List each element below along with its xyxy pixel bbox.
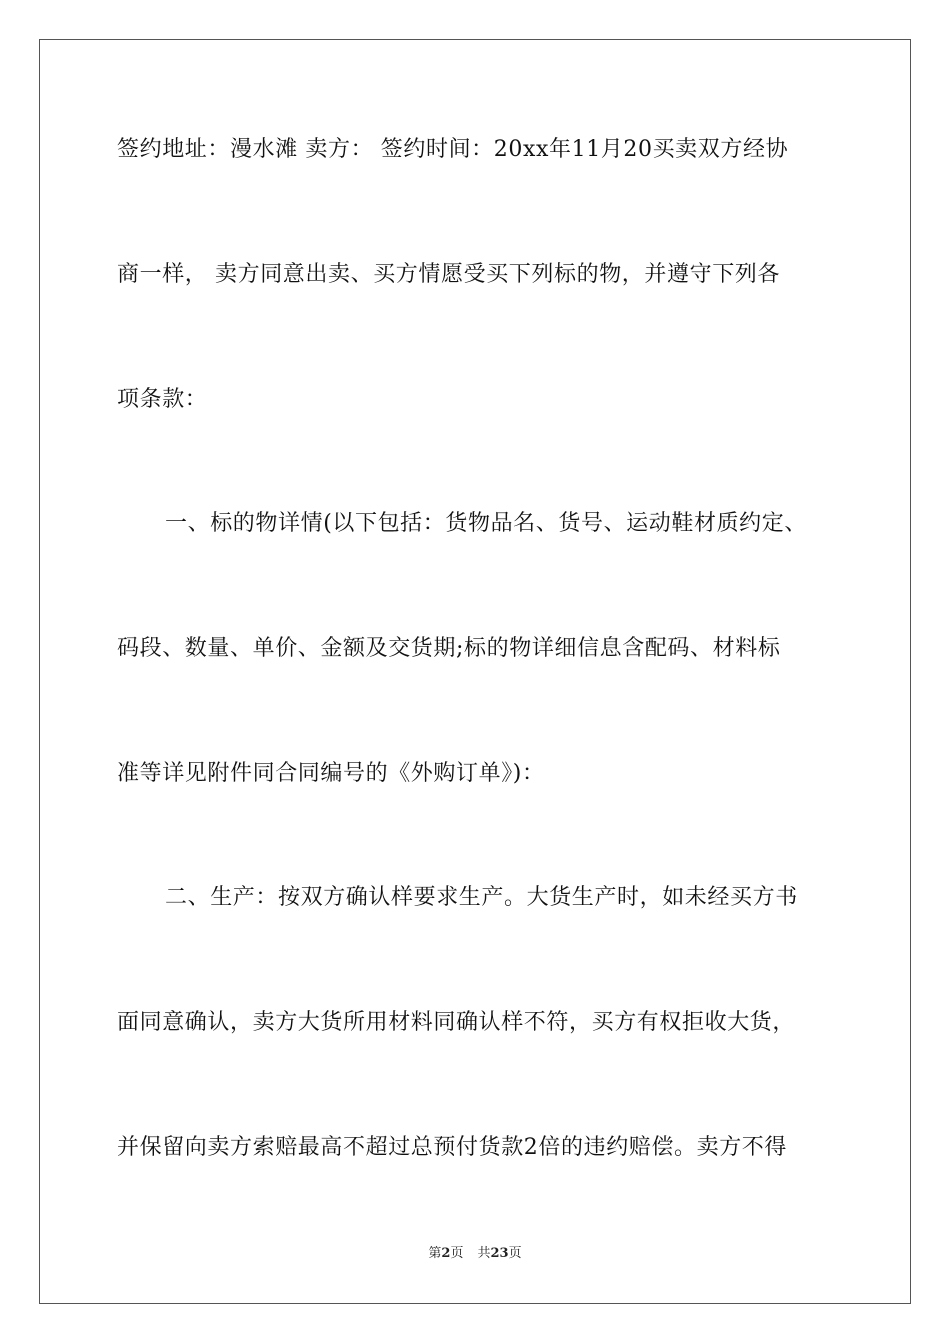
body-text-line-8: 面同意确认，卖方大货所用材料同确认样不符，买方有权拒收大货， bbox=[117, 1010, 796, 1035]
footer-page-suffix: 页 bbox=[450, 1246, 464, 1261]
body-text-line-2: 商一样， 卖方同意出卖、买方情愿受买下列标的物，并遵守下列各 bbox=[117, 262, 780, 287]
body-text-line-9: 并保留向卖方索赔最高不超过总预付货款2倍的违约赔偿。卖方不得 bbox=[117, 1135, 787, 1160]
body-text-line-3: 项条款： bbox=[117, 387, 208, 412]
page-footer bbox=[0, 1246, 950, 1262]
footer-page-number: 2 bbox=[441, 1246, 451, 1261]
body-text-line-6: 准等详见附件同合同编号的《外购订单》)： bbox=[117, 761, 545, 786]
footer-total-prefix: 共 bbox=[477, 1246, 491, 1261]
body-text-line-5: 码段、数量、单价、金额及交货期;标的物详细信息含配码、材料标 bbox=[117, 636, 781, 661]
body-text-line-1: 签约地址：漫水滩 卖方： 签约时间：20xx年11月20买卖双方经协 bbox=[117, 137, 789, 162]
page-frame bbox=[39, 39, 911, 1304]
section-one-heading-line: 一、标的物详情(以下包括：货物品名、货号、运动鞋材质约定、 bbox=[165, 511, 807, 536]
footer-page-prefix: 第 bbox=[428, 1246, 442, 1261]
footer-total-suffix: 页 bbox=[508, 1246, 522, 1261]
section-two-heading-line: 二、生产：按双方确认样要求生产。大货生产时，如未经买方书 bbox=[165, 885, 798, 910]
footer-total-pages: 23 bbox=[490, 1246, 509, 1261]
